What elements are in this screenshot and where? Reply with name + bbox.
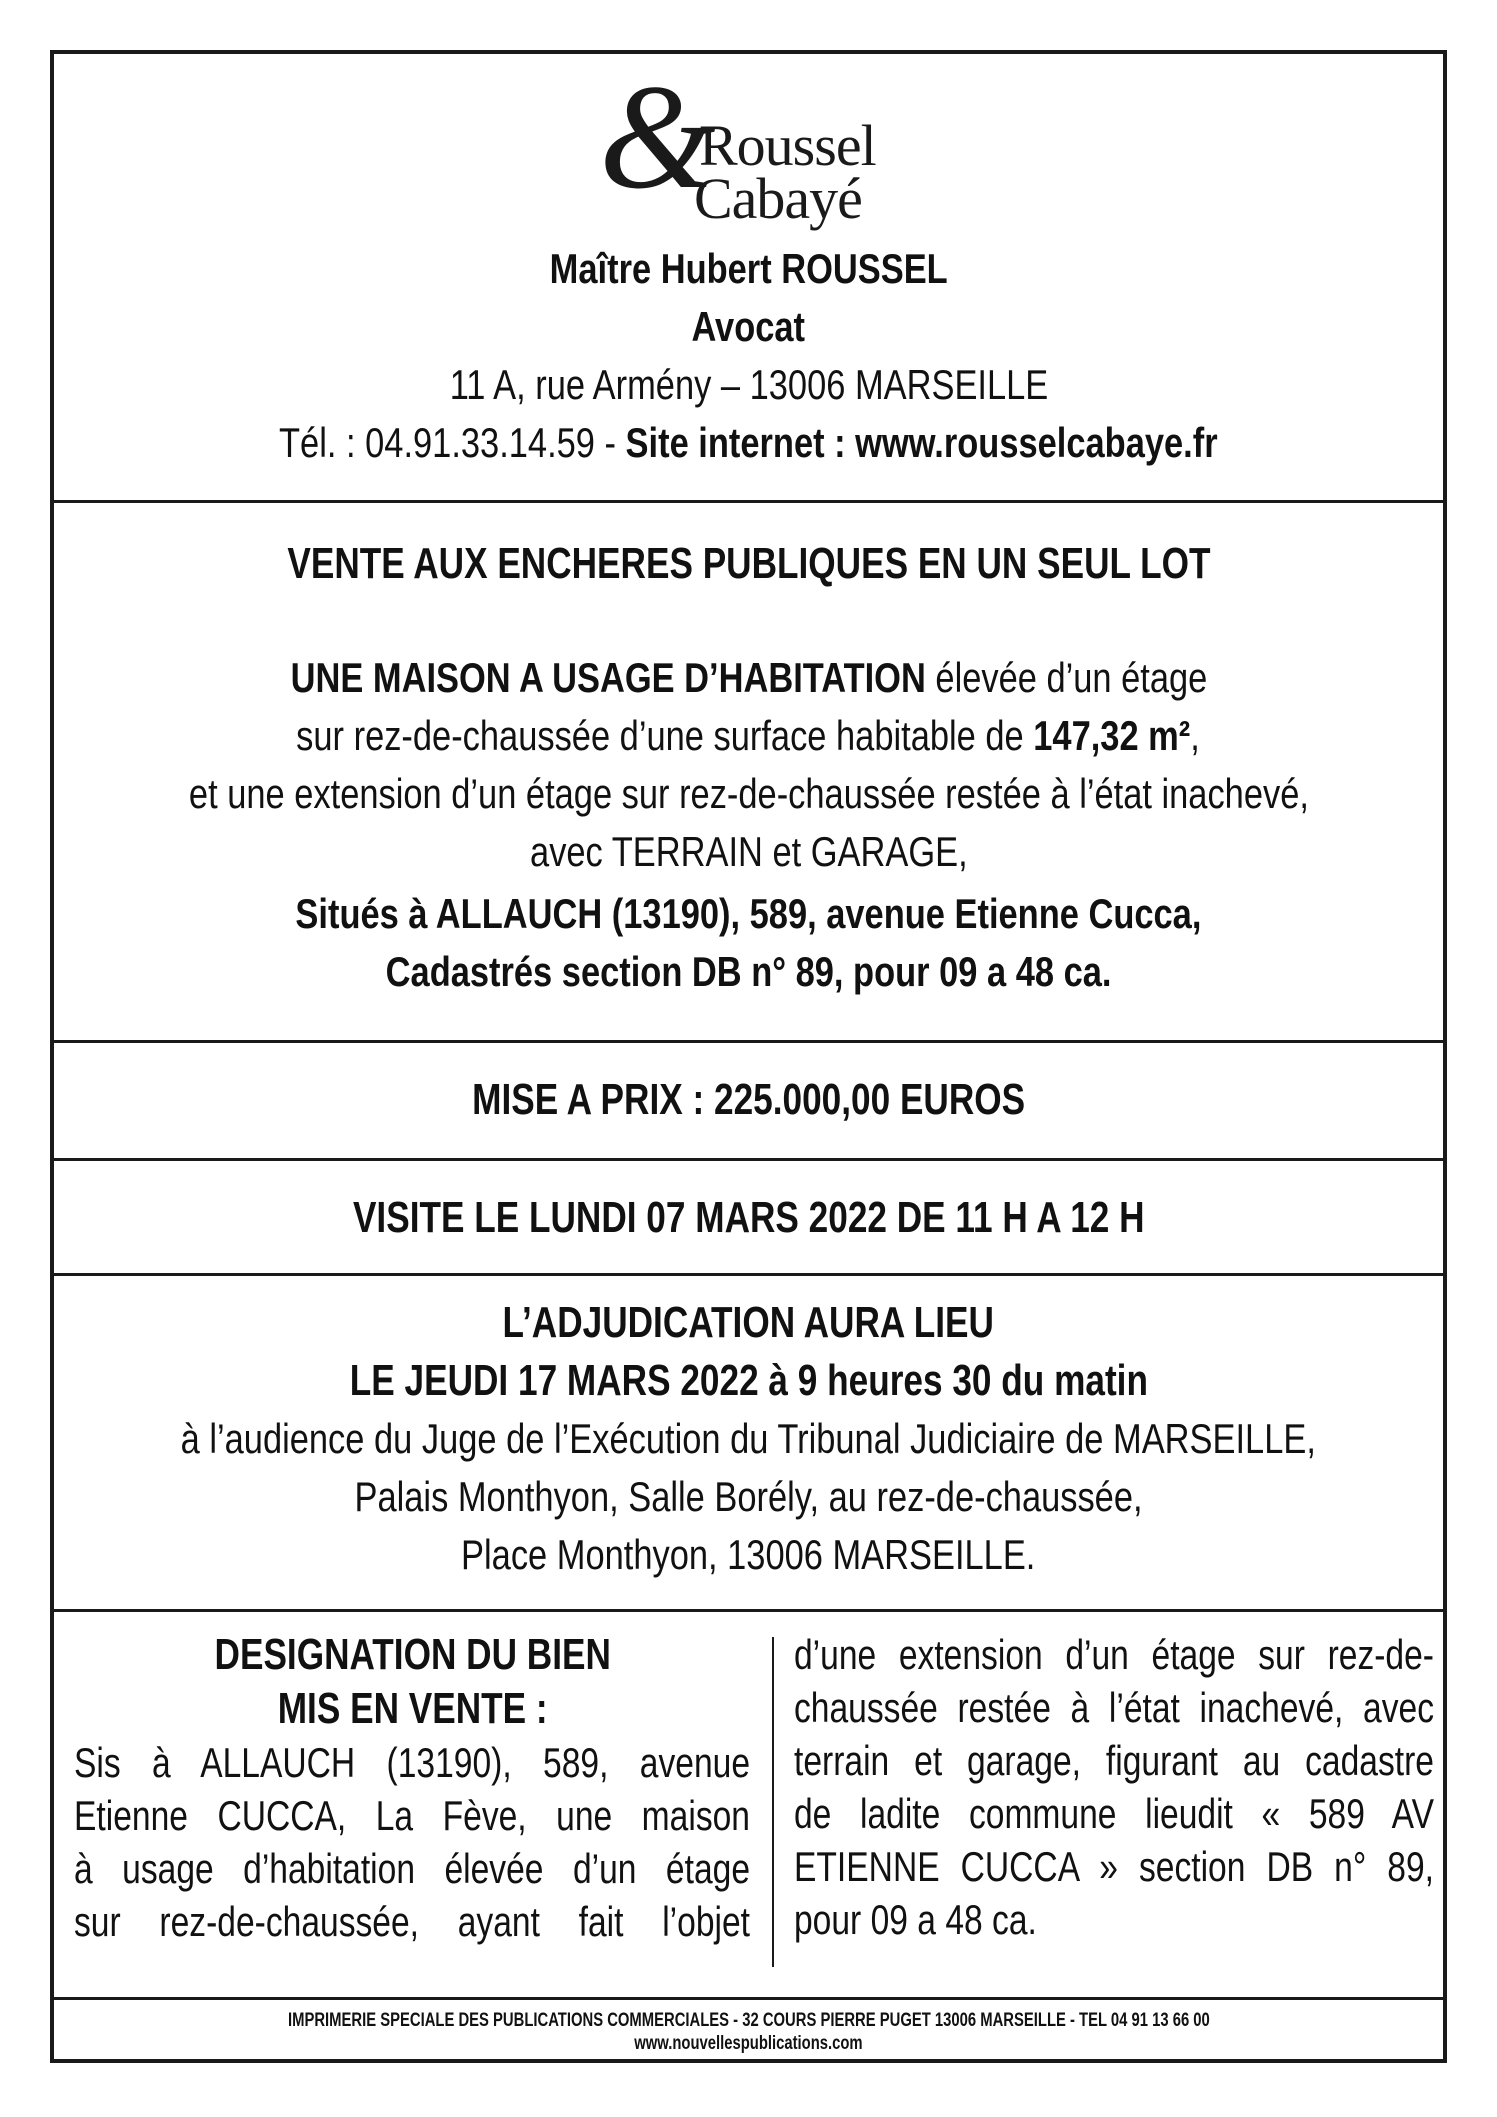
website-link[interactable]: Site internet : www.rousselcabaye.fr — [625, 419, 1218, 466]
visit-date: VISITE LE LUNDI 07 MARS 2022 DE 11 H A 12 H — [352, 1193, 1145, 1242]
designation-left-column — [74, 1612, 752, 1948]
designation-text-line: Etienne CUCCA, La Fève, une maison — [74, 1792, 750, 1839]
designation-text-line: à usage d’habitation élevée d’un étage — [74, 1845, 750, 1892]
adjudication-court: à l’audience du Juge de l’Exécution du Tribunal Judiciaire de MARSEILLE, — [180, 1415, 1317, 1462]
logo-ampersand: & — [599, 54, 716, 220]
adjudication-place: Place Monthyon, 13006 MARSEILLE. — [461, 1531, 1036, 1578]
designation-text-line: ETIENNE CUCCA » section DB n° 89, — [794, 1843, 1434, 1890]
starting-price-section — [54, 1043, 1443, 1161]
notice-frame — [50, 50, 1447, 2063]
property-line-1: UNE MAISON A USAGE D’HABITATION élevée d’un étage — [290, 654, 1207, 701]
lawyer-title: Avocat — [691, 303, 806, 350]
printer-info: IMPRIMERIE SPECIALE DES PUBLICATIONS COMMERCIALES - 32 COURS PIERRE PUGET 13006 MARSEILLE - TEL 04 91 13 66 00 — [287, 2010, 1210, 2031]
designation-text-line: Sis à ALLAUCH (13190), 589, avenue — [74, 1739, 750, 1786]
visit-section — [54, 1161, 1443, 1276]
designation-text-line: sur rez-de-chaussée, ayant fait l’objet — [74, 1898, 750, 1945]
designation-right-column — [794, 1612, 1434, 1946]
property-cadastre: Cadastrés section DB n° 89, pour 09 a 48 ca. — [385, 948, 1112, 995]
designation-text-line: de ladite commune lieudit « 589 AV — [794, 1790, 1434, 1837]
designation-text-line: chaussée restée à l’état inachevé, avec — [794, 1684, 1434, 1731]
sale-description-section — [54, 503, 1443, 1043]
printer-website[interactable]: www.nouvellespublications.com — [634, 2033, 863, 2054]
logo-roussel: Roussel — [699, 113, 876, 178]
designation-text-line: terrain et garage, figurant au cadastre — [794, 1737, 1434, 1784]
sale-heading: VENTE AUX ENCHERES PUBLIQUES EN UN SEUL LOT — [286, 539, 1211, 588]
property-location: Situés à ALLAUCH (13190), 589, avenue Etienne Cucca, — [295, 890, 1202, 937]
designation-text-line: d’une extension d’un étage sur rez-de- — [794, 1631, 1434, 1678]
property-line-2: sur rez-de-chaussée d’une surface habitable de 147,32 m², — [296, 712, 1201, 759]
logo-cabaye: Cabayé — [694, 166, 862, 231]
lawyer-name: Maître Hubert ROUSSEL — [549, 245, 948, 292]
property-line-4: avec TERRAIN et GARAGE, — [529, 828, 968, 875]
designation-text-line: pour 09 a 48 ca. — [794, 1896, 1037, 1943]
printer-footer — [54, 2000, 1443, 2063]
lawyer-contact — [54, 418, 1443, 468]
lawyer-address: 11 A, rue Armény – 13006 MARSEILLE — [449, 361, 1048, 408]
roussel-cabaye-logo — [599, 54, 929, 231]
adjudication-section — [54, 1276, 1443, 1612]
property-line-3: et une extension d’un étage sur rez-de-chaussée restée à l’état inachevé, — [188, 770, 1309, 817]
adjudication-heading: L’ADJUDICATION AURA LIEU — [502, 1298, 995, 1347]
header-section — [54, 54, 1443, 503]
designation-section — [54, 1612, 1443, 2000]
adjudication-date: LE JEUDI 17 MARS 2022 à 9 heures 30 du matin — [349, 1356, 1148, 1405]
designation-right-text — [794, 1628, 1434, 1946]
adjudication-palace: Palais Monthyon, Salle Borély, au rez-de-chaussée, — [354, 1473, 1143, 1520]
designation-title: DESIGNATION DU BIEN MIS EN VENTE : — [214, 1630, 612, 1733]
designation-left-text — [74, 1736, 750, 1948]
phone-number: Tél. : 04.91.33.14.59 - — [279, 419, 626, 466]
starting-price: MISE A PRIX : 225.000,00 EUROS — [472, 1075, 1025, 1124]
surface-value: 147,32 m² — [1033, 712, 1191, 759]
column-divider — [772, 1637, 774, 1967]
